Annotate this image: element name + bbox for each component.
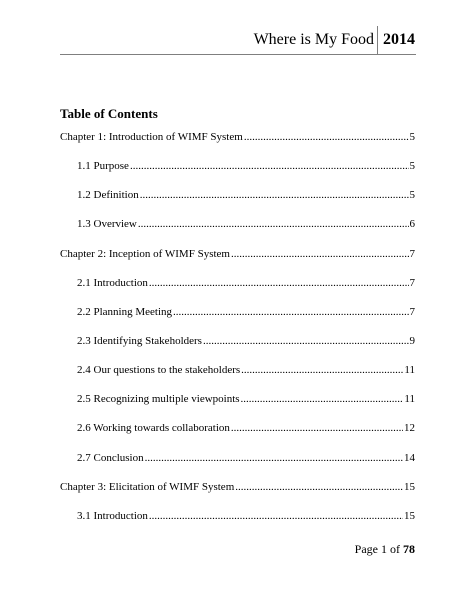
toc-entry-2-6[interactable] xyxy=(77,422,415,438)
toc-entry-text: 2.5 Recognizing multiple viewpoints xyxy=(77,393,240,405)
toc-entry-text: 2.1 Introduction xyxy=(77,277,148,289)
toc-entry-2-4[interactable] xyxy=(77,364,415,380)
toc-entry-2-7[interactable] xyxy=(77,452,415,468)
toc-leader-dots xyxy=(140,189,409,201)
toc-entry-page: 14 xyxy=(404,452,415,464)
toc-entry-text: 2.3 Identifying Stakeholders xyxy=(77,335,202,347)
toc-entry-2-2[interactable] xyxy=(77,306,415,322)
toc-entry-chapter-2[interactable] xyxy=(60,248,415,264)
toc-entry-page: 5 xyxy=(409,160,415,172)
toc-entry-text: 2.6 Working towards collaboration xyxy=(77,422,230,434)
toc-entry-text: 2.2 Planning Meeting xyxy=(77,306,173,318)
toc-leader-dots xyxy=(231,422,403,434)
toc-entry-page: 7 xyxy=(409,306,415,318)
toc-entry-2-3[interactable] xyxy=(77,335,415,351)
toc-entry-page: 11 xyxy=(404,393,415,405)
toc-entry-page: 9 xyxy=(409,335,415,347)
toc-leader-dots xyxy=(231,248,409,260)
toc-entry-text: Chapter 2: Inception of WIMF System xyxy=(60,248,230,260)
toc-entry-1-1[interactable] xyxy=(77,160,415,176)
toc-entry-text: 1.2 Definition xyxy=(77,189,139,201)
toc-entry-text: 1.1 Purpose xyxy=(77,160,129,172)
toc-entry-1-2[interactable] xyxy=(77,189,415,205)
toc-leader-dots xyxy=(241,364,403,376)
toc-entry-chapter-3[interactable] xyxy=(60,481,415,497)
toc-entry-2-1[interactable] xyxy=(77,277,415,293)
toc-leader-dots xyxy=(203,335,409,347)
document-title: Where is My Food xyxy=(253,31,374,48)
toc-entry-1-3[interactable] xyxy=(77,218,415,234)
toc-entry-chapter-1[interactable] xyxy=(60,131,415,147)
header-rule xyxy=(60,54,416,55)
toc-entry-text: Chapter 3: Elicitation of WIMF System xyxy=(60,481,235,493)
toc-leader-dots xyxy=(149,510,403,522)
toc-entry-3-1[interactable] xyxy=(77,510,415,526)
toc-leader-dots xyxy=(138,218,409,230)
toc-leader-dots xyxy=(241,393,404,405)
page-header xyxy=(0,26,474,56)
toc-entry-page: 6 xyxy=(409,218,415,230)
toc-entry-page: 12 xyxy=(404,422,415,434)
toc-entry-page: 7 xyxy=(409,248,415,260)
toc-entry-text: 1.3 Overview xyxy=(77,218,137,230)
toc-entry-page: 5 xyxy=(409,131,415,143)
document-year: 2014 xyxy=(383,31,415,48)
toc-leader-dots xyxy=(173,306,408,318)
page-number-label: Page 1 of xyxy=(354,542,400,556)
toc-entry-page: 5 xyxy=(409,189,415,201)
page-total: 78 xyxy=(403,542,415,556)
toc-leader-dots xyxy=(235,481,403,493)
toc-entry-2-5[interactable] xyxy=(77,393,415,409)
header-divider xyxy=(377,26,378,54)
toc-entry-page: 7 xyxy=(409,277,415,289)
toc-entry-page: 15 xyxy=(404,481,415,493)
toc-entry-text: Chapter 1: Introduction of WIMF System xyxy=(60,131,243,143)
toc-leader-dots xyxy=(149,277,409,289)
toc-entry-text: 2.7 Conclusion xyxy=(77,452,144,464)
toc-entry-text: 2.4 Our questions to the stakeholders xyxy=(77,364,241,376)
toc-leader-dots xyxy=(244,131,409,143)
toc-leader-dots xyxy=(130,160,409,172)
toc-leader-dots xyxy=(145,452,403,464)
toc-entry-text: 3.1 Introduction xyxy=(77,510,148,522)
page-footer xyxy=(355,542,415,557)
toc-entry-page: 15 xyxy=(404,510,415,522)
toc-entry-page: 11 xyxy=(404,364,415,376)
toc-heading: Table of Contents xyxy=(60,106,158,121)
